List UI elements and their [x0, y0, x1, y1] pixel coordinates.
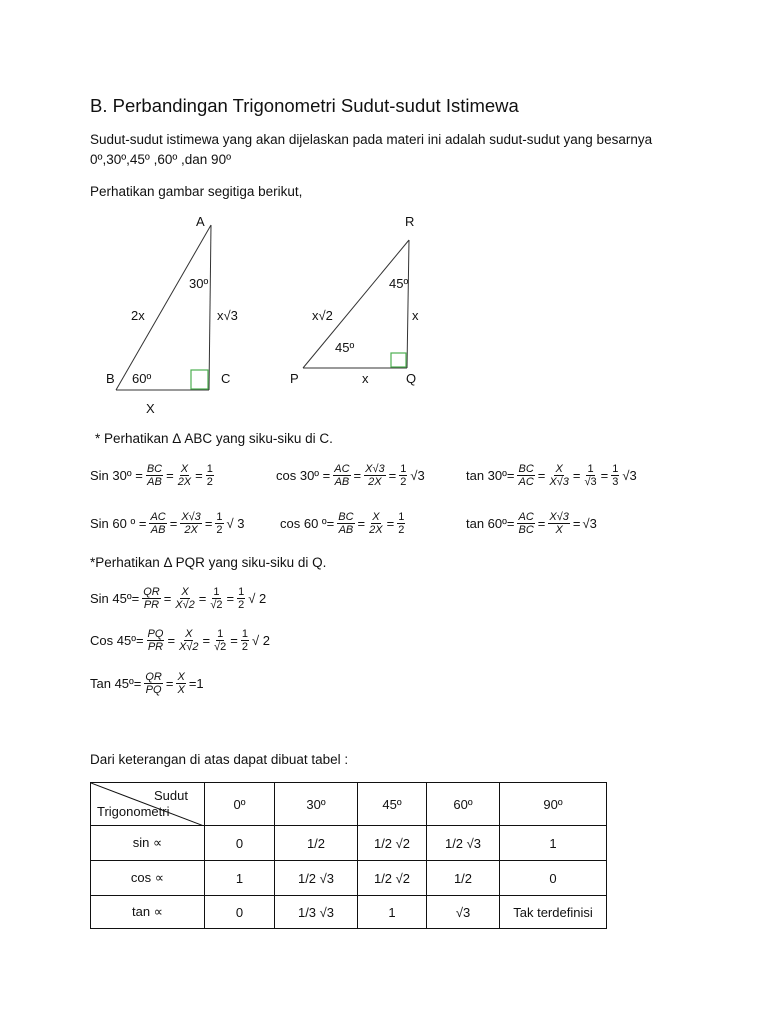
- table-corner-cell: [91, 783, 205, 826]
- table-cell: 0: [205, 826, 275, 861]
- vertex-r: R: [405, 214, 415, 229]
- triangle-abc-diagram: [0, 0, 768, 430]
- table-cell: 1: [205, 861, 275, 896]
- vertex-p: P: [290, 371, 299, 386]
- note-pqr: *Perhatikan Δ PQR yang siku-siku di Q.: [90, 555, 327, 570]
- angle-60: 60º: [132, 371, 152, 386]
- header-angle: 90º: [500, 783, 607, 826]
- table-cell: 1/2 √2: [358, 861, 427, 896]
- vertex-q: Q: [406, 371, 417, 386]
- formula-cos60: cos 60 º= $\frac{BC}{AB}$ = $\frac{X}{2X}$ = $\frac{1}{2}$: [280, 511, 405, 536]
- header-angle: 60º: [427, 783, 500, 826]
- page-title: B. Perbandingan Trigonometri Sudut-sudut Istimewa: [90, 95, 519, 116]
- intro-line-2: 0º,30º,45º ,60º ,dan 90º: [90, 152, 232, 167]
- table-cell: √3: [427, 896, 500, 929]
- table-cell: 1: [358, 896, 427, 929]
- trig-table: [90, 782, 607, 929]
- table-cell: 1/2 √3: [275, 861, 358, 896]
- table-cell: 1/2: [427, 861, 500, 896]
- formula-tan45: Tan 45º= $\frac{QR}{PQ}$ = $\frac{X}{X}$ =1: [90, 671, 204, 696]
- intro-line-1: Sudut-sudut istimewa yang akan dijelaskan pada materi ini adalah sudut-sudut yang besarnya: [90, 132, 653, 147]
- side-x-bottom: x: [362, 371, 369, 386]
- table-cell: Tak terdefinisi: [500, 896, 607, 929]
- vertex-b: B: [106, 371, 115, 386]
- formula-sin30: Sin 30º = $\frac{BC}{AB}$ = $\frac{X}{2X}$ = $\frac{1}{2}$: [90, 463, 213, 488]
- corner-trigonometri: Trigonometri: [97, 804, 170, 819]
- row-label-sin: sin ∝: [91, 826, 205, 861]
- vertex-a: A: [196, 214, 205, 229]
- formula-sin45: Sin 45º= $\frac{QR}{PR}$ = $\frac{X}{X√2}$ = $\frac{1}{√2}$ = $\frac{1}{2}$ √ 2: [90, 586, 267, 611]
- angle-45-bottom: 45º: [335, 340, 355, 355]
- angle-30: 30º: [189, 276, 209, 291]
- note-abc: * Perhatikan Δ ABC yang siku-siku di C.: [95, 431, 333, 446]
- table-cell: 1/2 √3: [427, 826, 500, 861]
- side-x-root3: x√3: [217, 308, 238, 323]
- side-x-right: x: [412, 308, 419, 323]
- formula-tan60: tan 60º= $\frac{AC}{BC}$ = $\frac{X√3}{X}$ = √3: [466, 511, 597, 536]
- table-cell: 1/2 √2: [358, 826, 427, 861]
- vertex-c: C: [221, 371, 231, 386]
- table-intro: Dari keterangan di atas dapat dibuat tabel :: [90, 752, 349, 767]
- side-2x: 2x: [131, 308, 145, 323]
- header-angle: 45º: [358, 783, 427, 826]
- formula-cos30: cos 30º = $\frac{AC}{AB}$ = $\frac{X√3}{2X}$ = $\frac{1}{2}$ √3: [276, 463, 425, 488]
- side-x-root2: x√2: [312, 308, 333, 323]
- angle-45-top: 45º: [389, 276, 409, 291]
- table-cell: 1: [500, 826, 607, 861]
- table-cell: 1/3 √3: [275, 896, 358, 929]
- formula-sin60: Sin 60 º = $\frac{AC}{AB}$ = $\frac{X√3}{2X}$ = $\frac{1}{2}$ √ 3: [90, 511, 245, 536]
- side-x-base: X: [146, 401, 155, 416]
- formula-tan30: tan 30º= $\frac{BC}{AC}$ = $\frac{X}{X√3}$ = $\frac{1}{√3}$ = $\frac{1}{3}$ √3: [466, 463, 637, 488]
- instruction-text: Perhatikan gambar segitiga berikut,: [90, 184, 303, 199]
- row-label-tan: tan ∝: [91, 896, 205, 929]
- header-angle: 0º: [205, 783, 275, 826]
- corner-sudut: Sudut: [154, 788, 188, 803]
- header-angle: 30º: [275, 783, 358, 826]
- table-cell: 0: [205, 896, 275, 929]
- row-label-cos: cos ∝: [91, 861, 205, 896]
- table-cell: 0: [500, 861, 607, 896]
- table-cell: 1/2: [275, 826, 358, 861]
- formula-cos45: Cos 45º= $\frac{PQ}{PR}$ = $\frac{X}{X√2}$ = $\frac{1}{√2}$ = $\frac{1}{2}$ √ 2: [90, 628, 270, 653]
